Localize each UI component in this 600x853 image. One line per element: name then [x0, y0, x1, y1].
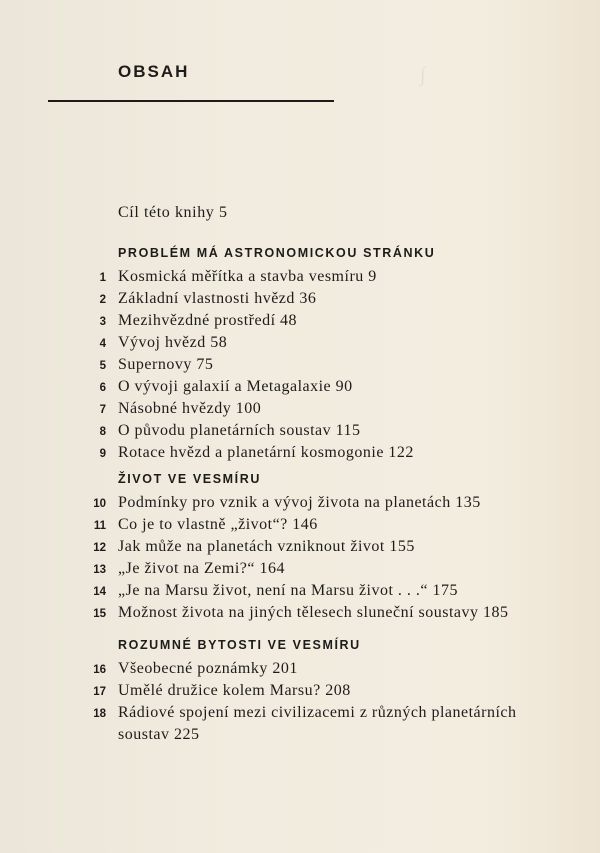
chapter-title: Možnost života na jiných tělesech sluneční soustavy 185	[118, 604, 509, 621]
toc-entry	[0, 494, 600, 516]
chapter-number: 13	[93, 564, 106, 576]
toc-entry	[0, 604, 600, 626]
toc-entry	[0, 682, 600, 704]
title-rule	[48, 100, 334, 102]
chapter-number: 4	[99, 338, 106, 350]
section-heading: PROBLÉM MÁ ASTRONOMICKOU STRÁNKU	[118, 246, 436, 260]
chapter-title: Vývoj hvězd 58	[118, 334, 228, 351]
chapter-number: 1	[99, 272, 106, 284]
toc-entry	[0, 356, 600, 378]
chapter-number: 6	[99, 382, 106, 394]
chapter-title: O původu planetárních soustav 115	[118, 422, 361, 439]
toc-entry	[0, 582, 600, 604]
chapter-number: 16	[93, 664, 106, 676]
chapter-number: 3	[99, 316, 106, 328]
chapter-title: Co je to vlastně „život“? 146	[118, 516, 318, 533]
toc-entry	[0, 704, 600, 748]
toc-entry	[0, 378, 600, 400]
chapter-title: Základní vlastnosti hvězd 36	[118, 290, 317, 307]
section-heading: ŽIVOT VE VESMÍRU	[118, 472, 261, 486]
chapter-title: Umělé družice kolem Marsu? 208	[118, 682, 351, 699]
toc-entry	[0, 312, 600, 334]
toc-entry	[0, 538, 600, 560]
chapter-number: 15	[93, 608, 106, 620]
toc-entry	[0, 560, 600, 582]
chapter-number: 7	[99, 404, 106, 416]
chapter-title: Kosmická měřítka a stavba vesmíru 9	[118, 268, 377, 285]
toc-entry	[0, 444, 600, 466]
toc-entry	[0, 268, 600, 290]
chapter-title: Podmínky pro vznik a vývoj života na planetách 135	[118, 494, 481, 511]
chapter-number: 10	[93, 498, 106, 510]
chapter-number: 11	[93, 520, 106, 532]
chapter-title: „Je život na Zemi?“ 164	[118, 560, 285, 577]
chapter-title: „Je na Marsu život, není na Marsu život . . .“ 175	[118, 582, 459, 599]
section-heading: ROZUMNÉ BYTOSTI VE VESMÍRU	[118, 638, 361, 652]
chapter-number: 18	[93, 708, 106, 720]
chapter-title: O vývoji galaxií a Metagalaxie 90	[118, 378, 353, 395]
chapter-number: 14	[93, 586, 106, 598]
chapter-title: Mezihvězdné prostředí 48	[118, 312, 298, 329]
chapter-number: 5	[99, 360, 106, 372]
chapter-number: 12	[93, 542, 106, 554]
chapter-number: 8	[99, 426, 106, 438]
chapter-title: Jak může na planetách vzniknout život 155	[118, 538, 415, 555]
chapter-number: 17	[93, 686, 106, 698]
chapter-title: Všeobecné poznámky 201	[118, 660, 298, 677]
toc-entry	[0, 290, 600, 312]
intro-entry: Cíl této knihy 5	[118, 204, 228, 221]
chapter-title: Supernovy 75	[118, 356, 214, 373]
chapter-title: Rádiové spojení mezi civilizacemi z různých planetárních	[118, 704, 517, 721]
chapter-number: 9	[99, 448, 106, 460]
toc-entry	[0, 334, 600, 356]
chapter-title: Rotace hvězd a planetární kosmogonie 122	[118, 444, 414, 461]
toc-entry	[0, 400, 600, 422]
toc-entry	[0, 422, 600, 444]
toc-entry	[0, 516, 600, 538]
chapter-title: Násobné hvězdy 100	[118, 400, 262, 417]
chapter-title-continuation: soustav 225	[118, 726, 200, 743]
page-title: OBSAH	[118, 62, 190, 81]
toc-entry	[0, 660, 600, 682]
chapter-number: 2	[99, 294, 106, 306]
show-through-ghost: ∫	[420, 64, 426, 86]
